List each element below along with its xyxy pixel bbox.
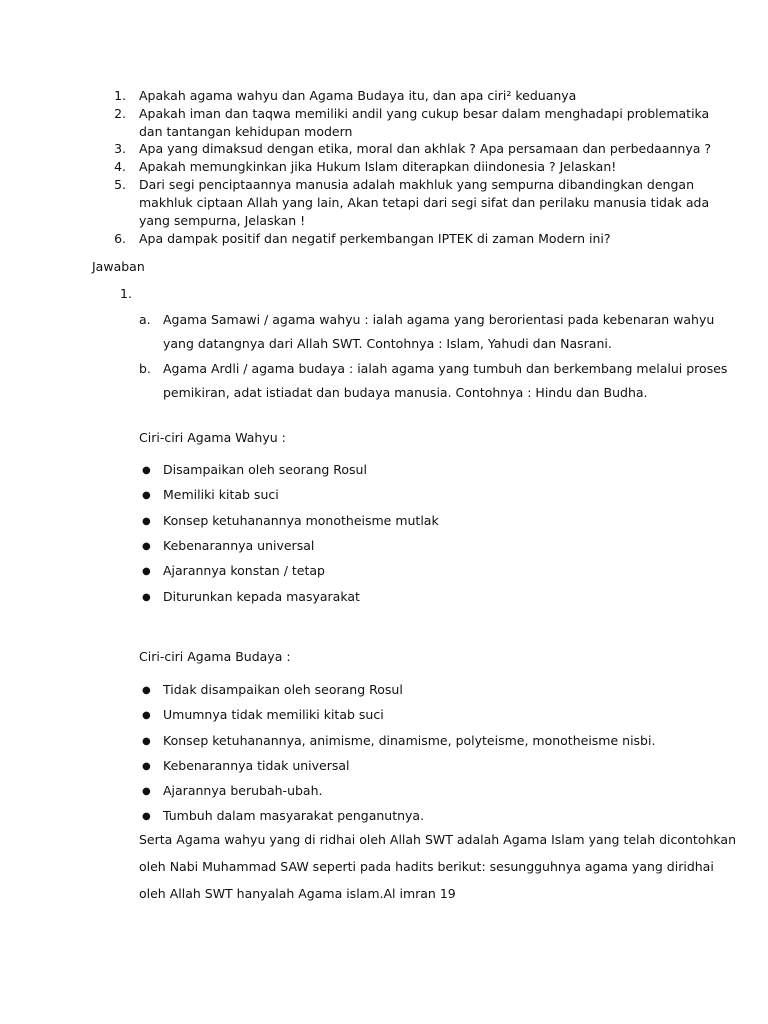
answer-item-letter: b. xyxy=(139,361,151,376)
bullet-icon: ● xyxy=(142,592,151,603)
section-heading-wahyu: Ciri-ciri Agama Wahyu : xyxy=(139,430,286,445)
section-heading-budaya: Ciri-ciri Agama Budaya : xyxy=(139,649,291,664)
bullet-icon: ● xyxy=(142,465,151,476)
bullet-icon: ● xyxy=(142,761,151,772)
question-text: dan tantangan kehidupan modern xyxy=(139,124,353,139)
question-text: Apa yang dimaksud dengan etika, moral dan akhlak ? Apa persamaan dan perbedaannya ? xyxy=(139,141,711,156)
question-number: 2. xyxy=(114,106,126,121)
answer-item-text: Agama Ardli / agama budaya : ialah agama yang tumbuh dan berkembang melalui proses xyxy=(163,361,728,376)
question-text: Apakah iman dan taqwa memiliki andil yang cukup besar dalam menghadapi problematika xyxy=(139,106,710,121)
answer-item-text: pemikiran, adat istiadat dan budaya manusia. Contohnya : Hindu dan Budha. xyxy=(163,385,648,400)
question-text: Apa dampak positif dan negatif perkembangan IPTEK di zaman Modern ini? xyxy=(139,231,611,246)
closing-paragraph-line: oleh Nabi Muhammad SAW seperti pada hadits berikut: sesungguhnya agama yang diridhai xyxy=(139,859,714,874)
list-item: Tumbuh dalam masyarakat penganutnya. xyxy=(163,808,425,823)
bullet-icon: ● xyxy=(142,490,151,501)
answers-heading: Jawaban xyxy=(92,259,145,274)
question-number: 5. xyxy=(114,177,126,192)
question-text: Apakah memungkinkan jika Hukum Islam diterapkan diindonesia ? Jelaskan! xyxy=(139,159,617,174)
list-item: Tidak disampaikan oleh seorang Rosul xyxy=(163,682,403,697)
list-item: Diturunkan kepada masyarakat xyxy=(163,589,360,604)
question-text: Apakah agama wahyu dan Agama Budaya itu, dan apa ciri² keduanya xyxy=(139,88,577,103)
question-number: 4. xyxy=(114,159,126,174)
answer-number: 1. xyxy=(120,286,132,301)
closing-paragraph-line: oleh Allah SWT hanyalah Agama islam.Al imran 19 xyxy=(139,886,456,901)
bullet-icon: ● xyxy=(142,811,151,822)
list-item: Ajarannya konstan / tetap xyxy=(163,563,325,578)
bullet-icon: ● xyxy=(142,710,151,721)
bullet-icon: ● xyxy=(142,541,151,552)
bullet-icon: ● xyxy=(142,516,151,527)
list-item: Ajarannya berubah-ubah. xyxy=(163,783,323,798)
list-item: Disampaikan oleh seorang Rosul xyxy=(163,462,367,477)
list-item: Kebenarannya tidak universal xyxy=(163,758,350,773)
question-number: 6. xyxy=(114,231,126,246)
list-item: Memiliki kitab suci xyxy=(163,487,279,502)
bullet-icon: ● xyxy=(142,566,151,577)
question-text: yang sempurna, Jelaskan ! xyxy=(139,213,306,228)
list-item: Konsep ketuhanannya, animisme, dinamisme, polyteisme, monotheisme nisbi. xyxy=(163,733,656,748)
question-number: 3. xyxy=(114,141,126,156)
bullet-icon: ● xyxy=(142,786,151,797)
closing-paragraph-line: Serta Agama wahyu yang di ridhai oleh Allah SWT adalah Agama Islam yang telah dicontohkan xyxy=(139,832,737,847)
question-text: makhluk ciptaan Allah yang lain, Akan tetapi dari segi sifat dan perilaku manusia tidak ada xyxy=(139,195,710,210)
question-number: 1. xyxy=(114,88,126,103)
bullet-icon: ● xyxy=(142,685,151,696)
answer-item-text: Agama Samawi / agama wahyu : ialah agama yang berorientasi pada kebenaran wahyu xyxy=(163,312,715,327)
list-item: Kebenarannya universal xyxy=(163,538,315,553)
bullet-icon: ● xyxy=(142,736,151,747)
answer-item-text: yang datangnya dari Allah SWT. Contohnya : Islam, Yahudi dan Nasrani. xyxy=(163,336,612,351)
answer-item-letter: a. xyxy=(139,312,151,327)
question-text: Dari segi penciptaannya manusia adalah makhluk yang sempurna dibandingkan dengan xyxy=(139,177,694,192)
list-item: Konsep ketuhanannya monotheisme mutlak xyxy=(163,513,439,528)
list-item: Umumnya tidak memiliki kitab suci xyxy=(163,707,384,722)
